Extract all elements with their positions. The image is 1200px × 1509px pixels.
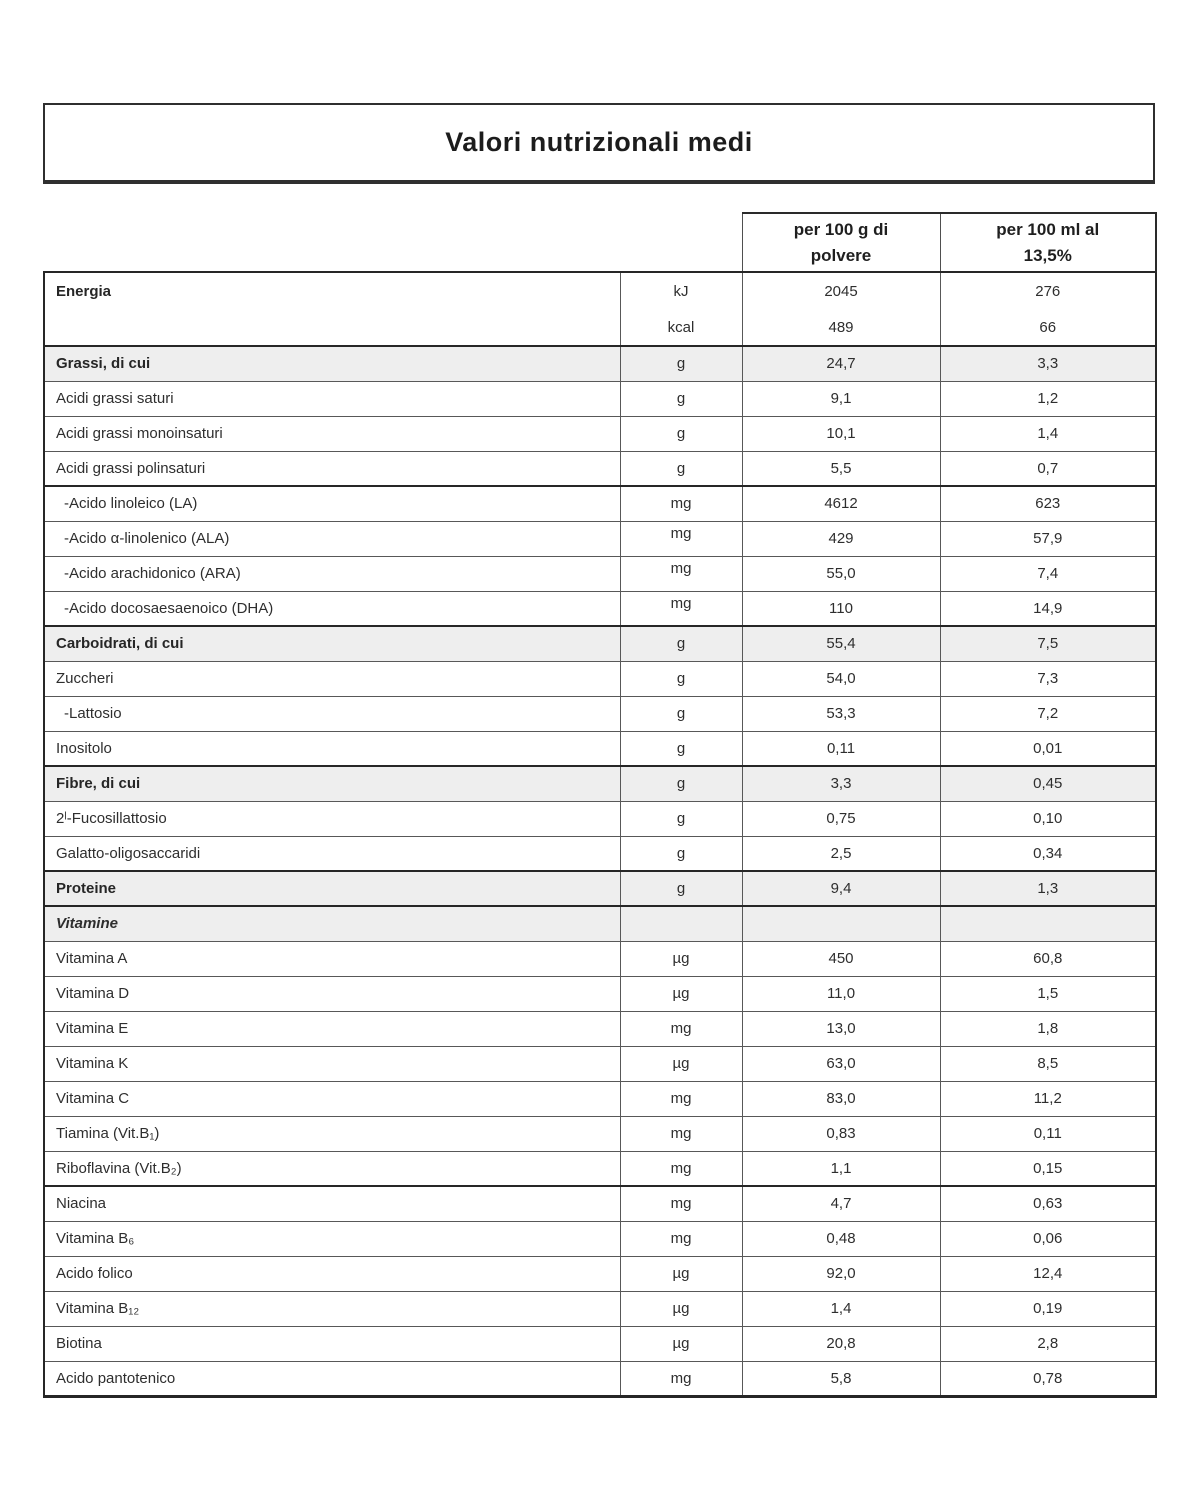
value-per-100g [742, 521, 940, 556]
cell-text: -Acido linoleico (LA) [64, 495, 198, 513]
cell-text: 9,4 [830, 880, 852, 897]
cell-text: Riboflavina (Vit.B₂) [56, 1159, 182, 1177]
value-per-100g [742, 1151, 940, 1186]
cell-text: Proteine [56, 880, 117, 897]
table-row [44, 1011, 1156, 1046]
cell-text: 1,4 [1037, 425, 1059, 442]
cell-text: 0,48 [826, 1230, 856, 1247]
unit-cell [620, 941, 742, 976]
unit-cell [620, 801, 742, 836]
table-row [44, 731, 1156, 766]
nutrient-label [44, 1361, 620, 1396]
value-per-100g [742, 556, 940, 591]
unit-cell [620, 416, 742, 451]
cell-text: 0,83 [826, 1125, 856, 1142]
value-per-100g [742, 416, 940, 451]
value-per-100g [742, 976, 940, 1011]
cell-text: 489 [828, 318, 854, 336]
cell-text: Grassi, di cui [56, 355, 151, 373]
cell-text: Energia [56, 282, 112, 300]
cell-text: -Acido docosaesaenoico (DHA) [64, 599, 274, 617]
value-per-100ml [940, 661, 1156, 696]
cell-text: Zuccheri [56, 670, 114, 687]
cell-text: g [676, 775, 686, 793]
cell-text: mg [670, 594, 692, 612]
cell-text: 2,5 [830, 844, 852, 862]
nutrient-label [44, 1326, 620, 1361]
value-per-100ml [940, 1081, 1156, 1116]
cell-text: 1,8 [1037, 1020, 1059, 1037]
unit-cell [620, 1186, 742, 1221]
table-row [44, 521, 1156, 556]
unit-cell [620, 1151, 742, 1186]
nutrient-label [44, 1151, 620, 1186]
cell-text: 11,2 [1033, 1090, 1062, 1107]
cell-text: Acidi grassi saturi [56, 390, 174, 407]
nutrient-label [44, 1046, 620, 1081]
table-row [44, 626, 1156, 661]
cell-text: 2,8 [1037, 1335, 1059, 1352]
cell-text: g [676, 390, 686, 407]
cell-text: kJ [673, 282, 689, 300]
cell-text: g [676, 355, 686, 373]
value-per-100ml [940, 272, 1156, 346]
value-per-100ml [940, 906, 1156, 941]
cell-text: mg [670, 1369, 692, 1387]
value-per-100g [742, 906, 940, 941]
unit-cell [620, 1221, 742, 1256]
value-per-100g [742, 801, 940, 836]
value-per-100g [742, 1011, 940, 1046]
nutrient-label [44, 906, 620, 941]
value-per-100ml [940, 731, 1156, 766]
cell-text: 3,3 [1037, 355, 1059, 373]
nutrient-label [44, 1256, 620, 1291]
value-per-100ml [940, 696, 1156, 731]
cell-text: g [676, 844, 686, 862]
cell-text: 2045 [824, 282, 858, 300]
cell-text: 63,0 [826, 1055, 856, 1072]
nutrient-label [44, 941, 620, 976]
unit-cell [620, 836, 742, 871]
unit-cell [620, 871, 742, 906]
nutrient-label [44, 1291, 620, 1326]
table-row [44, 1046, 1156, 1081]
cell-text: 7,4 [1037, 565, 1059, 582]
unit-cell [620, 661, 742, 696]
nutrient-label [44, 1116, 620, 1151]
table-row [44, 556, 1156, 591]
table-row [44, 451, 1156, 486]
cell-text: 7,2 [1037, 705, 1059, 722]
value-per-100ml [940, 381, 1156, 416]
table-row [44, 871, 1156, 906]
cell-text: mg [670, 559, 692, 577]
unit-cell [620, 1116, 742, 1151]
cell-text: µg [672, 1335, 690, 1352]
cell-text: Acidi grassi polinsaturi [56, 459, 206, 477]
cell-text: Biotina [56, 1335, 102, 1352]
cell-text: 623 [1035, 495, 1061, 513]
value-per-100ml [940, 941, 1156, 976]
cell-text: g [676, 880, 686, 897]
value-per-100g [742, 626, 940, 661]
cell-text: mg [670, 1125, 692, 1142]
value-per-100g [742, 696, 940, 731]
value-per-100ml [940, 626, 1156, 661]
table-row [44, 941, 1156, 976]
unit-cell [620, 1256, 742, 1291]
table-row [44, 976, 1156, 1011]
unit-cell [620, 486, 742, 521]
nutrient-label [44, 521, 620, 556]
cell-text: 2ˡ-Fucosillattosio [56, 810, 167, 827]
value-per-100g [742, 1326, 940, 1361]
value-per-100ml [940, 801, 1156, 836]
value-per-100g [742, 346, 940, 381]
cell-text: 7,3 [1037, 670, 1059, 687]
unit-cell [620, 1081, 742, 1116]
value-per-100ml [940, 416, 1156, 451]
unit-cell [620, 626, 742, 661]
nutrient-label [44, 381, 620, 416]
cell-text: 0,7 [1037, 459, 1059, 477]
cell-text: 24,7 [826, 355, 856, 373]
cell-text: 0,11 [826, 739, 856, 757]
table-row [44, 801, 1156, 836]
cell-text: mg [670, 495, 692, 513]
cell-text: 12,4 [1033, 1265, 1063, 1282]
value-per-100g [742, 1256, 940, 1291]
cell-text: 0,06 [1033, 1230, 1063, 1247]
cell-text: mg [670, 1230, 692, 1247]
nutrient-label [44, 871, 620, 906]
unit-cell [620, 1326, 742, 1361]
cell-text: Vitamina C [56, 1090, 130, 1107]
table-row [44, 696, 1156, 731]
unit-cell [620, 556, 742, 591]
cell-text: µg [672, 1265, 690, 1282]
cell-text: 0,10 [1033, 810, 1063, 827]
value-per-100ml [940, 521, 1156, 556]
cell-text: 8,5 [1037, 1055, 1059, 1072]
cell-text: g [676, 739, 686, 757]
cell-text: Vitamina A [56, 950, 128, 967]
cell-text: Inositolo [56, 739, 112, 757]
nutrient-label [44, 836, 620, 871]
value-per-100g [742, 766, 940, 801]
value-per-100ml [940, 556, 1156, 591]
cell-text: 53,3 [826, 705, 856, 722]
cell-text: µg [672, 1300, 690, 1317]
unit-cell [620, 766, 742, 801]
table-row [44, 1221, 1156, 1256]
nutrient-label [44, 626, 620, 661]
value-per-100ml [940, 836, 1156, 871]
unit-cell [620, 591, 742, 626]
unit-cell [620, 381, 742, 416]
cell-text: 0,34 [1033, 844, 1063, 862]
table-row [44, 416, 1156, 451]
cell-text: 4,7 [830, 1195, 852, 1213]
cell-text: 429 [828, 530, 854, 547]
cell-text: 54,0 [826, 670, 856, 687]
cell-text: 5,8 [830, 1369, 852, 1387]
cell-text: Niacina [56, 1195, 107, 1213]
value-per-100ml [940, 766, 1156, 801]
cell-text: 57,9 [1033, 530, 1063, 547]
header-spacer [44, 213, 742, 272]
nutrient-label [44, 451, 620, 486]
cell-text: 5,5 [830, 459, 852, 477]
value-per-100g [742, 1046, 940, 1081]
cell-text: Vitamina B₆ [56, 1230, 135, 1247]
nutrient-label [44, 976, 620, 1011]
nutrient-label [44, 766, 620, 801]
cell-text: mg [670, 1090, 692, 1107]
value-per-100ml [940, 1361, 1156, 1396]
unit-cell [620, 451, 742, 486]
col-header-per-100ml [940, 213, 1156, 272]
cell-text: 55,0 [826, 565, 856, 582]
table-row [44, 591, 1156, 626]
cell-text: 20,8 [826, 1335, 856, 1352]
nutrient-label [44, 661, 620, 696]
cell-text: Acido folico [56, 1265, 133, 1282]
table-row [44, 346, 1156, 381]
value-per-100ml [940, 451, 1156, 486]
table-row [44, 766, 1156, 801]
cell-text: µg [672, 1055, 690, 1072]
nutrient-label [44, 801, 620, 836]
cell-text: 1,2 [1037, 390, 1059, 407]
nutrient-label [44, 696, 620, 731]
cell-text: 83,0 [826, 1090, 856, 1107]
cell-text: 0,19 [1033, 1300, 1063, 1317]
cell-text: mg [670, 1195, 692, 1213]
value-per-100g [742, 731, 940, 766]
unit-cell [620, 1046, 742, 1081]
table-row [44, 1116, 1156, 1151]
cell-text: 0,15 [1033, 1159, 1063, 1177]
nutrient-label [44, 1186, 620, 1221]
cell-text: mg [670, 1159, 692, 1177]
cell-text: 1,1 [830, 1159, 852, 1177]
value-per-100g [742, 272, 940, 346]
nutrient-label [44, 731, 620, 766]
unit-cell [620, 731, 742, 766]
cell-text: -Acido α-linolenico (ALA) [64, 530, 230, 547]
cell-text: 11,0 [826, 985, 856, 1002]
page-title: Valori nutrizionali medi [445, 127, 753, 157]
table-row [44, 1256, 1156, 1291]
cell-text: 0,01 [1033, 739, 1063, 757]
cell-text: 1,3 [1037, 880, 1059, 897]
cell-text: 1,5 [1037, 985, 1059, 1002]
cell-text: Galatto-oligosaccaridi [56, 844, 201, 862]
nutrient-label [44, 416, 620, 451]
nutrient-label [44, 1081, 620, 1116]
cell-text: 0,45 [1033, 775, 1063, 793]
table-row [44, 1326, 1156, 1361]
cell-text: 66 [1039, 318, 1057, 336]
unit-cell [620, 521, 742, 556]
cell-text: 7,5 [1037, 635, 1059, 653]
value-per-100g [742, 941, 940, 976]
nutrient-label [44, 346, 620, 381]
value-per-100ml [940, 1186, 1156, 1221]
cell-text: mg [670, 524, 692, 542]
cell-text: kcal [667, 318, 695, 336]
cell-text: 4612 [824, 495, 858, 513]
nutrient-label [44, 1221, 620, 1256]
table-row [44, 906, 1156, 941]
title-box [43, 103, 1155, 184]
col-header-line: per 100 g di [793, 220, 889, 239]
value-per-100ml [940, 871, 1156, 906]
cell-text: 110 [829, 599, 853, 617]
value-per-100ml [940, 1011, 1156, 1046]
unit-cell [620, 906, 742, 941]
value-per-100g [742, 1361, 940, 1396]
cell-text: g [676, 425, 686, 442]
nutrient-label [44, 272, 620, 346]
value-per-100g [742, 1081, 940, 1116]
cell-text: 276 [1035, 282, 1061, 300]
cell-text: µg [672, 985, 690, 1002]
unit-cell [620, 696, 742, 731]
cell-text: µg [672, 950, 690, 967]
table-row [44, 836, 1156, 871]
cell-text: Vitamina B₁₂ [56, 1300, 140, 1317]
value-per-100g [742, 1116, 940, 1151]
cell-text: 60,8 [1033, 950, 1063, 967]
cell-text: -Acido arachidonico (ARA) [64, 565, 241, 582]
value-per-100ml [940, 1046, 1156, 1081]
cell-text: 14,9 [1033, 599, 1063, 617]
cell-text: mg [670, 1020, 692, 1037]
value-per-100g [742, 661, 940, 696]
cell-text: 0,63 [1033, 1195, 1063, 1213]
cell-text: 0,11 [1033, 1125, 1062, 1142]
cell-text: 1,4 [830, 1300, 852, 1317]
cell-text: 9,1 [830, 390, 852, 407]
cell-text: g [676, 810, 686, 827]
cell-text: Vitamina E [56, 1020, 129, 1037]
cell-text: 55,4 [826, 635, 856, 653]
cell-text: Vitamine [56, 915, 118, 933]
value-per-100g [742, 591, 940, 626]
nutrient-label [44, 556, 620, 591]
value-per-100g [742, 451, 940, 486]
header-row [44, 213, 1156, 272]
table-row [44, 661, 1156, 696]
value-per-100ml [940, 1326, 1156, 1361]
cell-text: Vitamina D [56, 985, 130, 1002]
cell-text: 3,3 [830, 775, 852, 793]
cell-text: -Lattosio [64, 705, 122, 722]
nutrient-label [44, 1011, 620, 1046]
nutrient-label [44, 486, 620, 521]
col-header-line: per 100 ml al [996, 220, 1100, 239]
cell-text: Fibre, di cui [56, 775, 141, 793]
value-per-100ml [940, 486, 1156, 521]
cell-text: g [676, 670, 686, 687]
nutrient-label [44, 591, 620, 626]
value-per-100ml [940, 976, 1156, 1011]
cell-text: 0,78 [1033, 1369, 1063, 1387]
cell-text: Acido pantotenico [56, 1369, 176, 1387]
cell-text: Vitamina K [56, 1055, 129, 1072]
col-header-per-100g-powder [742, 213, 940, 272]
unit-cell [620, 272, 742, 346]
table-row [44, 272, 1156, 346]
value-per-100g [742, 1186, 940, 1221]
cell-text: g [676, 705, 686, 722]
value-per-100ml [940, 1116, 1156, 1151]
col-header-line: polvere [810, 245, 872, 265]
cell-text: 0,75 [826, 810, 856, 827]
cell-text: Acidi grassi monoinsaturi [56, 425, 223, 442]
value-per-100ml [940, 1256, 1156, 1291]
table-row [44, 1151, 1156, 1186]
unit-cell [620, 976, 742, 1011]
cell-text: g [676, 459, 686, 477]
cell-text: 92,0 [826, 1265, 856, 1282]
value-per-100g [742, 836, 940, 871]
table-row [44, 486, 1156, 521]
value-per-100ml [940, 591, 1156, 626]
value-per-100g [742, 871, 940, 906]
value-per-100g [742, 381, 940, 416]
cell-text: 13,0 [826, 1020, 856, 1037]
table-row [44, 381, 1156, 416]
unit-cell [620, 346, 742, 381]
cell-text: Tiamina (Vit.B₁) [56, 1125, 160, 1142]
table-row [44, 1291, 1156, 1326]
value-per-100g [742, 486, 940, 521]
value-per-100g [742, 1291, 940, 1326]
table-row [44, 1081, 1156, 1116]
value-per-100g [742, 1221, 940, 1256]
value-per-100ml [940, 1291, 1156, 1326]
unit-cell [620, 1361, 742, 1396]
unit-cell [620, 1291, 742, 1326]
value-per-100ml [940, 1221, 1156, 1256]
value-per-100ml [940, 1151, 1156, 1186]
value-per-100ml [940, 346, 1156, 381]
cell-text: 450 [828, 950, 854, 967]
col-header-line: 13,5% [1023, 245, 1072, 265]
unit-cell [620, 1011, 742, 1046]
cell-text: Carboidrati, di cui [56, 635, 184, 653]
table-row [44, 1186, 1156, 1221]
cell-text: 10,1 [826, 425, 856, 442]
nutrition-table [43, 212, 1157, 1398]
table-row [44, 1361, 1156, 1396]
cell-text: g [676, 635, 686, 653]
